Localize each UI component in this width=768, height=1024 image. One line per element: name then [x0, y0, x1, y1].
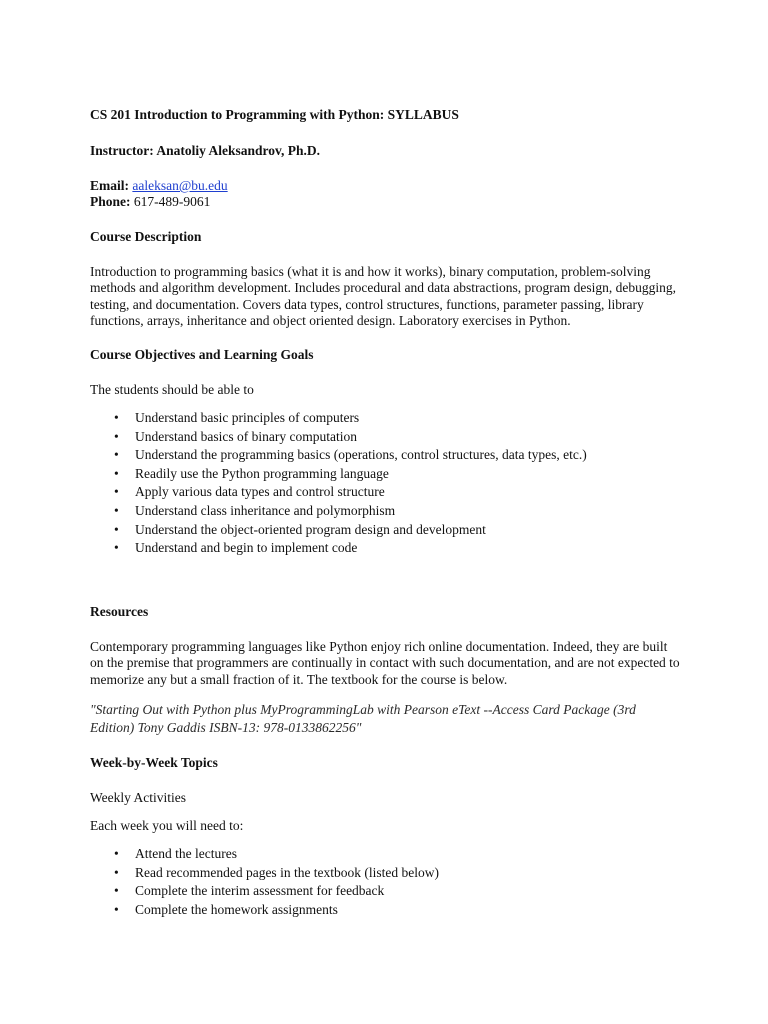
phone-number: 617-489-9061 — [133, 194, 211, 209]
list-item: • Understand and begin to implement code — [90, 539, 587, 558]
email-row — [90, 178, 228, 194]
objectives-heading: Course Objectives and Learning Goals — [90, 347, 314, 362]
list-item: • Understand class inheritance and polymorphism — [90, 502, 587, 521]
list-item: • Understand the programming basics (operations, control structures, data types, etc.) — [90, 446, 587, 465]
email-label: Email: — [90, 178, 129, 193]
list-item: • Understand basic principles of computers — [90, 409, 587, 428]
bullet-icon: • — [114, 846, 119, 861]
bullet-icon: • — [114, 540, 119, 556]
list-item: • Readily use the Python programming language — [90, 465, 587, 484]
bullet-icon: • — [114, 428, 119, 444]
bullet-icon: • — [114, 410, 119, 425]
list-item: • Read recommended pages in the textbook (listed below) — [90, 864, 439, 883]
list-item: • Understand basics of binary computation — [90, 428, 587, 447]
bullet-icon: • — [114, 521, 119, 537]
bullet-icon: • — [114, 901, 119, 917]
list-item: • Apply various data types and control structure — [90, 483, 587, 502]
resources-heading: Resources — [90, 604, 149, 619]
bullet-icon: • — [114, 447, 119, 463]
list-item: • Understand the object-oriented program design and development — [90, 521, 587, 540]
resources-text: Contemporary programming languages like Python enjoy rich online documentation. Indeed, they are built on the premise that programmers are continually in contact with such documentation, and are not expected to memorize any but a small fraction of it. The textbook for the course is below. — [90, 639, 680, 687]
bullet-icon: • — [114, 864, 119, 880]
list-item: • Attend the lectures — [90, 845, 439, 864]
objectives-list — [90, 409, 587, 558]
instructor-line: Instructor: Anatoliy Aleksandrov, Ph.D. — [90, 143, 321, 158]
list-item: • Complete the homework assignments — [90, 901, 439, 920]
phone-label: Phone: — [90, 194, 131, 209]
course-description-text: Introduction to programming basics (what it is and how it works), binary computation, problem-solving methods and algorithm development. Includes procedural and data abstractions, program design, debugging, testing, and documentation. Covers data types, control structures, functions, parameter passing, library functions, arrays, inheritance and object oriented design. Laboratory exercises in Python. — [90, 264, 676, 328]
bullet-icon: • — [114, 484, 119, 500]
list-item: • Complete the interim assessment for feedback — [90, 882, 439, 901]
phone-row — [90, 194, 210, 210]
weekly-activities-subheading: Weekly Activities — [90, 790, 187, 805]
weekly-list — [90, 845, 439, 919]
email-link[interactable]: aaleksan@bu.edu — [132, 178, 228, 193]
page-title: CS 201 Introduction to Programming with Python: SYLLABUS — [90, 107, 459, 122]
objectives-intro: The students should be able to — [90, 382, 254, 397]
bullet-icon: • — [114, 502, 119, 518]
bullet-icon: • — [114, 883, 119, 899]
weekly-intro: Each week you will need to: — [90, 818, 244, 833]
course-description-heading: Course Description — [90, 229, 202, 244]
bullet-icon: • — [114, 465, 119, 481]
textbook-citation: "Starting Out with Python plus MyProgrammingLab with Pearson eText --Access Card Package (3rd Edition) Tony Gaddis ISBN-13: 978-0133862256" — [90, 702, 636, 735]
week-topics-heading: Week-by-Week Topics — [90, 755, 218, 770]
